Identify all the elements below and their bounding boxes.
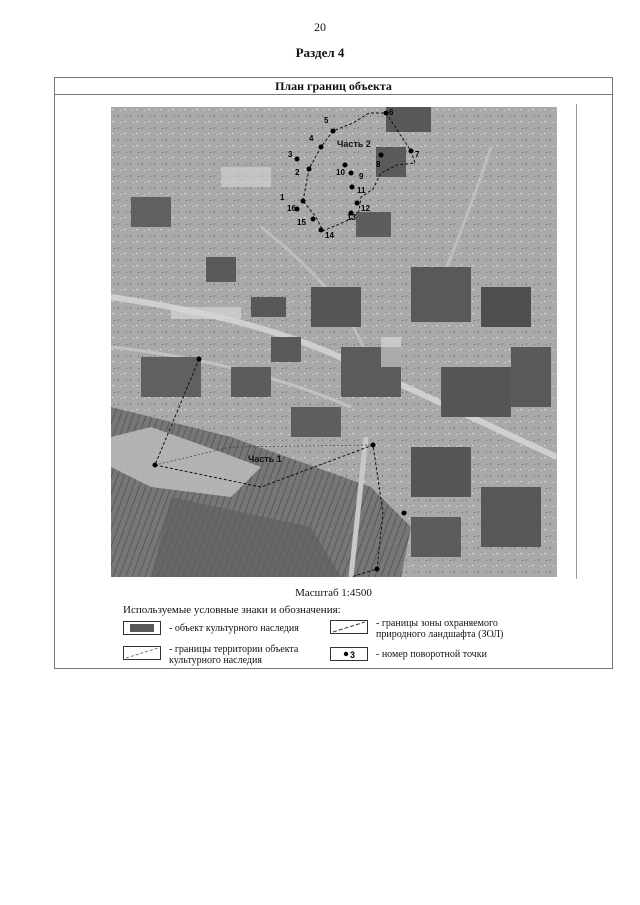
page-number: 20 xyxy=(314,20,326,34)
point-label: 12 xyxy=(361,204,370,213)
section-title: Раздел 4 xyxy=(295,45,345,60)
turning-point-sample-label: 3 xyxy=(350,650,356,660)
part-label: Часть 2 xyxy=(337,139,371,149)
legend-text: - объект культурного наследия xyxy=(169,623,299,634)
turning-point-marker xyxy=(197,357,202,362)
figure-frame xyxy=(54,77,613,669)
legend-text: - границы территории объекта культурного наследия xyxy=(169,644,299,666)
part-label: Часть 1 xyxy=(248,454,282,464)
point-label: 3 xyxy=(288,150,293,159)
zol-boundary-swatch xyxy=(330,620,368,634)
point-label: 1 xyxy=(280,193,285,202)
turning-point-marker xyxy=(295,157,300,162)
point-label: 15 xyxy=(297,218,306,227)
turning-point-marker xyxy=(343,163,348,168)
point-label: 14 xyxy=(325,231,334,240)
turning-point-marker xyxy=(402,511,407,516)
turning-point-marker xyxy=(409,149,414,154)
turning-point-marker xyxy=(384,111,389,116)
legend-text: - границы зоны охраняемого природного ландшафта (ЗОЛ) xyxy=(376,618,504,640)
boundary-map xyxy=(111,107,557,577)
point-label: 8 xyxy=(376,160,381,169)
legend-text: - номер поворотной точки xyxy=(376,649,487,660)
territory-boundary-swatch xyxy=(123,646,161,660)
turning-point-marker xyxy=(153,463,158,468)
legend-title: Используемые условные знаки и обозначения: xyxy=(123,604,341,616)
turning-point-marker xyxy=(379,153,384,158)
point-label: 2 xyxy=(295,168,300,177)
turning-point-marker xyxy=(319,145,324,150)
map-canvas xyxy=(111,107,557,577)
turning-point-marker xyxy=(355,201,360,206)
turning-point-marker xyxy=(331,129,336,134)
point-label: 16 xyxy=(287,204,296,213)
point-label: 13 xyxy=(347,213,356,222)
map-scale: Масштаб 1:4500 xyxy=(295,587,372,599)
turning-point-marker xyxy=(349,171,354,176)
turning-point-marker xyxy=(350,185,355,190)
frame-divider xyxy=(576,104,577,579)
turning-point-marker xyxy=(375,567,380,572)
point-label: 11 xyxy=(357,186,366,195)
point-label: 10 xyxy=(336,168,345,177)
point-label: 9 xyxy=(359,172,364,181)
turning-point-marker xyxy=(319,228,324,233)
turning-point-marker xyxy=(307,167,312,172)
point-label: 6 xyxy=(389,108,394,117)
turning-point-marker xyxy=(311,217,316,222)
point-label: 7 xyxy=(415,150,420,159)
figure-title: План границ объекта xyxy=(55,78,612,95)
point-label: 5 xyxy=(324,116,329,125)
turning-point-marker xyxy=(371,443,376,448)
turning-point-marker xyxy=(301,199,306,204)
turning-point-swatch xyxy=(330,647,368,661)
point-label: 4 xyxy=(309,134,314,143)
heritage-object-swatch xyxy=(123,621,161,635)
